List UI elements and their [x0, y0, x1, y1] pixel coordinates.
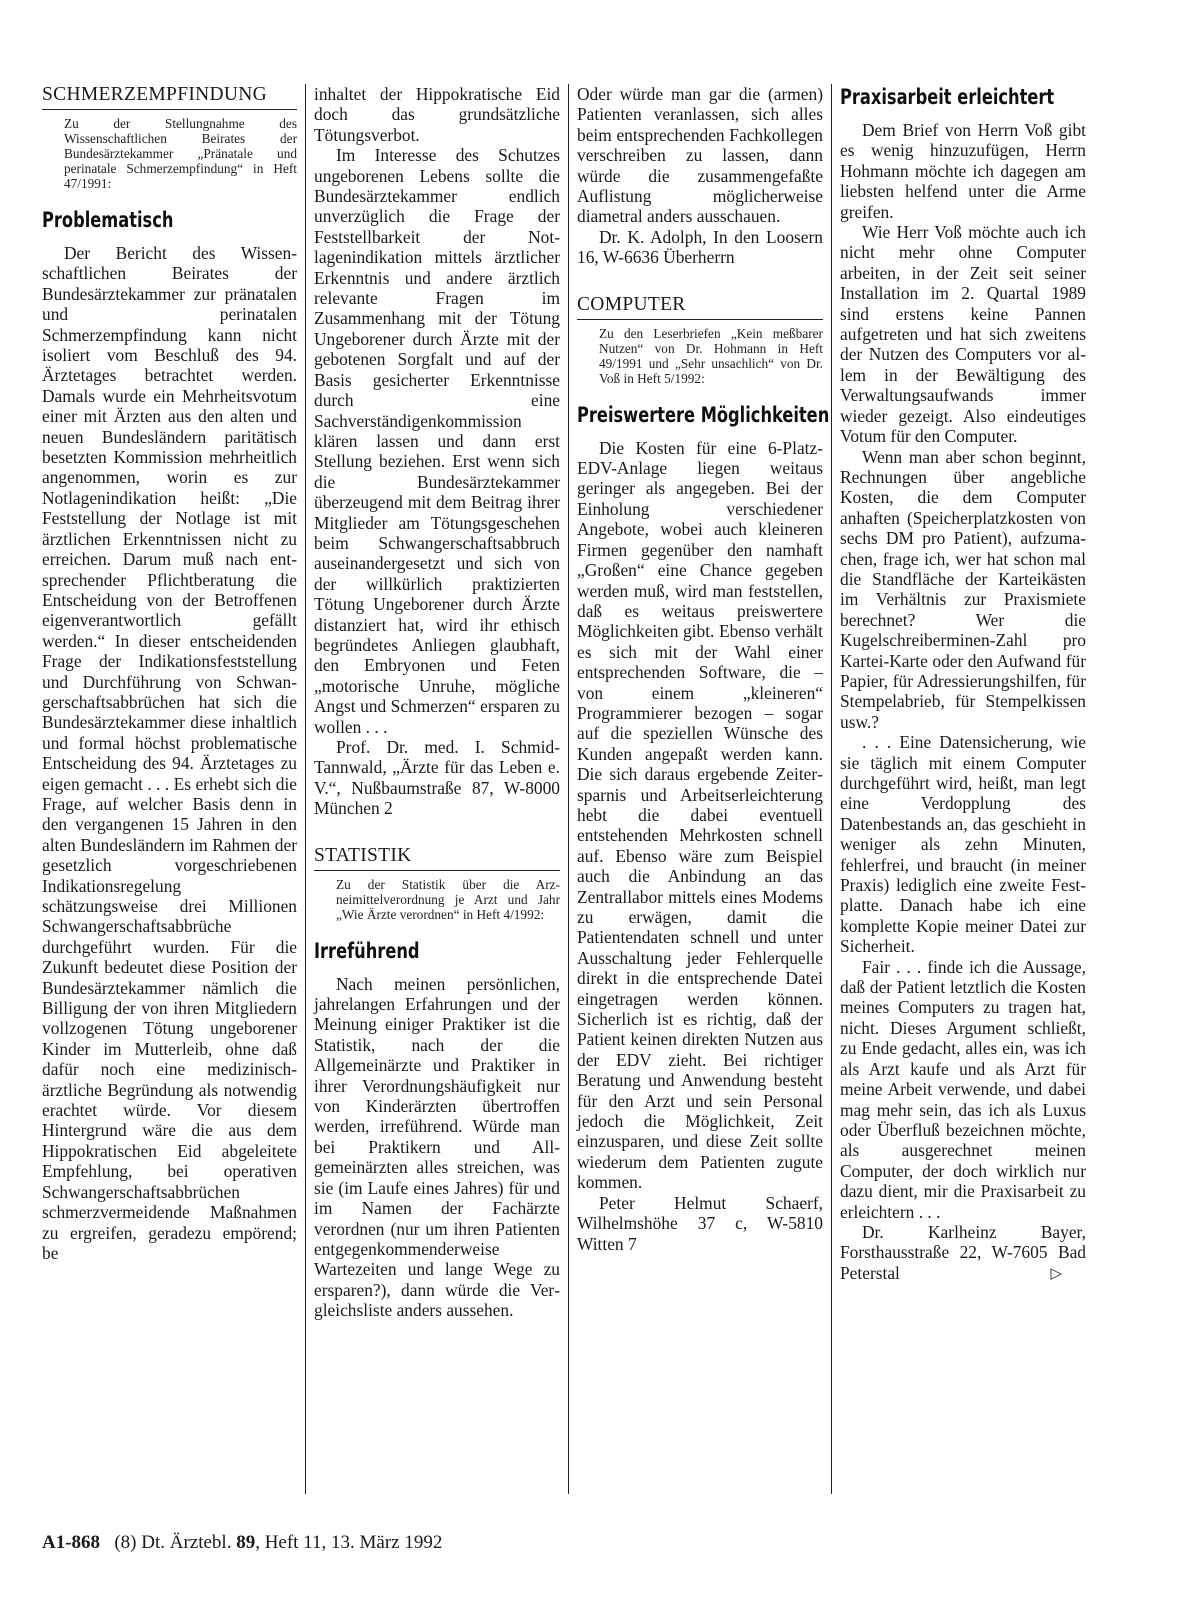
paragraph: Wenn man aber schon beginnt, Rechnungen über angebliche Kosten, die dem Computer anhaften (Speicherplatzkosten von sechs DM pro Patient), aufzumachen, frage ich, wer hat schon mal die Standfläche der Karteikästen im Verhältnis zur Praxismiete berechnet? Wer die Kugelschreiberminen-Zahl pro Kartei-Karte oder den Aufwand für Papier, für Adressierungshilfen, für Stempelabrieb, für Stempelkissen usw.?: [840, 446, 1086, 732]
letter-body: [577, 438, 823, 1254]
paragraph: . . . Eine Datensicherung, wie sie täglich mit einem Computer durchgeführt wird, heißt, man legt eine Verdopplung des Datenbestands an, das geschieht in weniger als zehn Minuten, fehlerfrei, und braucht (in meiner Praxis) lediglich eine zweite Festplatte. Danach habe ich eine komplette Kopie meiner Datei zur Sicherheit.: [840, 732, 1086, 957]
letter-signature: Peter Helmut Schaerf, Wilhelmshöhe 37 c, W-5810 Witten 7: [577, 1192, 823, 1254]
paragraph: Oder würde man gar die (armen) Patienten veranlassen, sich alles beim entsprechenden Fachkollegen verschreiben zu lassen, dann würde die zusammengefaßte Auflistung möglicherweise diametral anders ausschauen.: [577, 84, 823, 227]
letter-signature: [840, 1222, 1086, 1283]
letter-body: [314, 974, 560, 1321]
paragraph: Fair . . . finde ich die Aussage, daß der Patient letztlich die Kosten meines Computers zu tragen hat, nicht. Dieses Argument schließt, zu Ende gedacht, alles ein, was ich als Arzt kaufe und als Arzt für meine Arbeit verwende, und dabei mag mehr sein, das ich als Luxus oder Überfluß bezeichnen möchte, als ausgerechnet meinen Computer, der doch wirklich nur dazu dient, mir die Praxisarbeit zu erleichtern . . .: [840, 956, 1086, 1222]
paragraph: Im Interesse des Schutzes ungeborenen Lebens sollte die Bundesärztekammer endlich unverzüglich die Frage der Feststellbarkeit der Notlagenindikation mittels ärztlicher Erkenntnis und andere ärztlich relevante Fragen im Zusammenhang mit der Tötung Ungeborener durch Ärzte mit der gebotenen Sorgfalt und auf der Basis gesicherter Erkenntnisse durch eine Sachverständigenkommission klären lassen und dann erst Stellung beziehen. Erst wenn sich die Bundesärztekammer überzeugend mit dem Beitrag ihrer Mitglieder am Tötungsgeschehen beim Schwangerschaftsabbruch auseinandergesetzt und sich von der willkürlich praktizierten Tötung Ungeborener durch Ärzte distanziert hat, wird ihr ethisch begründetes Anliegen glaubhaft, den Embryonen und Feten „motorische Unruhe, mögliche Angst und Schmerzen“ ersparen zu wollen . . .: [314, 145, 560, 737]
intro-note: Zu der Statistik über die Arzneimittelverordnung je Arzt und Jahr „Wie Ärzte verordnen“ in Heft 4/1992:: [336, 876, 560, 922]
paragraph: Dem Brief von Herrn Voß gibt es wenig hinzuzufügen, Herrn Hohmann möchte ich dagegen am liebsten helfend unter die Arme greifen.: [840, 120, 1086, 222]
letter-body: [42, 243, 297, 1263]
volume-number: 89: [236, 1532, 256, 1553]
rubric-schmerzempfindung: SCHMERZEMPFINDUNG: [42, 84, 297, 110]
intro-note: Zu der Stellungnahme des Wissenschaftlichen Beirates der Bundesärztekammer „Pränatale und perinatale Schmerzempfindung“ in Heft 47/1991:: [64, 116, 297, 191]
page-number: A1-868: [42, 1532, 101, 1553]
article-columns: [42, 84, 1142, 1494]
paragraph: Nach meinen persönlichen, jahrelangen Erfahrungen und der Meinung einiger Praktiker ist die Statistik, nach der die Allgemeinärzte und Praktiker in ihrer Verordnungshäufigkeit nur von Kinderärzten übertroffen werden, irreführend. Würde man bei Praktikern und Allgemeinärzten alles streichen, was sie (im Laufe eines Jahres) für und im Namen der Fachärzte verordnen (nur um ihren Patienten entgegenkommenderweise Wartezeiten und lange Wege zu ersparen?), dann würde die Vergleichsliste anders aussehen.: [314, 973, 560, 1321]
headline-irrefuehrend: Irreführend: [314, 938, 420, 963]
letter-signature: Dr. K. Adolph, In den Loosern 16, W-6636 Überherrn: [577, 226, 823, 268]
letter-body: [840, 120, 1086, 1283]
headline-praxisarbeit-erleichtert: Praxisarbeit erleichtert: [840, 85, 1055, 109]
paragraph: Die Kosten für eine 6-Platz-EDV-Anlage liegen weitaus geringer als angegeben. Bei der Einholung verschiedener Angebote, wobei auch kleineren Firmen gegenüber den namhaft „Großen“ eine Chance gegeben werden muß, wird man feststellen, daß es weitaus preiswertere Möglichkeiten gibt. Ebenso verhält es sich mit der Wahl einer entsprechenden Software, die – von einem „kleineren“ Programmierer bezogen – sogar auf die speziellen Wünsche des Kunden angepaßt werden kann. Die sich daraus ergebende Zeitersparnis und Arbeitserleichterung hebt die dabei eventuell entstehenden Mehrkosten schnell auf. Ebenso wäre zum Beispiel auch die Anbindung an das Zentrallabor mittels eines Modems zu erwägen, damit die Patientendaten schnell und unter Ausschaltung jeder Fehlerquelle direkt in die entsprechende Datei eingetragen werden können. Sicherlich ist es richtig, daß der Patient keinen direkten Nutzen aus der EDV zieht. Bei richtiger Beratung und Anwendung besteht für den Arzt und sein Personal jedoch die Möglichkeit, Zeit einzusparen, und diese Zeit sollte wiederum dem Patienten zugute kommen.: [577, 437, 823, 1193]
letter-body: [314, 84, 560, 819]
headline-problematisch: Problematisch: [42, 208, 174, 232]
paragraph: Der Bericht des Wissenschaftlichen Beirates der Bundesärztekammer zur pränatalen und perinatalen Schmerzempfindung kann nicht isoliert vom Beschluß des 94. Ärztetages betrachtet werden. Damals wurde ein Mehrheitsvotum einer mit Ärzten aus den alten und neuen Bundesländern paritätisch besetzten Kommission mehrheitlich angenommen, worin es zur Notlagenindikation heißt: „Die Feststellung der Notlage ist mit ärztlichen Erkenntnissen nicht zu erreichen. Darum muß nach entsprechender Pflichtberatung die Entscheidung von der Betroffenen eigenverantwortlich gefällt werden.“ In dieser entscheidenden Frage der Indikationsfeststellung und Durchführung von Schwangerschaftsabbrüchen hat sich die Bundesärztekammer diese inhaltlich und formal höchst problematische Entscheidung des 94. Ärztetages zu eigen gemacht . . . Es erhebt sich die Frage, auf welcher Basis denn in den vergangenen 15 Jahren in den alten Bundesländern im Rahmen der gesetzlich vorgeschriebenen Indikationsregelung schätzungsweise drei Millionen Schwangerschaftsabbrüche durchgeführt wurden. Für die Zukunft bedeutet diese Position der Bundesärztekammer nämlich die Billigung der von ihren Mitgliedern vollzogenen Tötung ungeborener Kinder im Mutterleib, ohne daß dafür noch eine medizinisch-ärztliche Begründung als notwendig erachtet würde. Vor diesem Hintergrund wäre die aus dem Hippokratischen Eid abgeleitete Empfehlung, bei operativen Schwangerschaftsabbrüchen schmerzvermeidende Maßnahmen zu ergreifen, geradezu empörend; be: [42, 243, 297, 1263]
issue-date: , Heft 11, 13. März 1992: [255, 1532, 443, 1553]
page-footer: [42, 1532, 442, 1554]
headline-preiswertere-moeglichkeiten: Preiswertere Möglichkeiten: [577, 402, 830, 427]
rubric-computer: COMPUTER: [577, 294, 823, 320]
journal-name: (8) Dt. Ärztebl.: [114, 1532, 232, 1553]
letter-body: [577, 84, 823, 268]
intro-note: Zu den Leserbriefen „Kein meßbarer Nutzen“ von Dr. Hohmann in Heft 49/1991 und „Sehr unsachlich“ von Dr. Voß in Heft 5/1992:: [599, 325, 823, 386]
column-4: [831, 84, 1094, 1494]
rubric-statistik: STATISTIK: [314, 845, 560, 871]
column-3: [568, 84, 831, 1494]
paragraph: Wie Herr Voß möchte auch ich nicht mehr ohne Computer arbeiten, in der Zeit seit seiner Installation im 2. Quartal 1989 sind erstens keine Pannen aufgetreten und hat sich zweitens der Nutzen des Computers vor allem in der Bewältigung des Verwaltungsaufwands immer wieder gezeigt. Also eindeutiges Votum für den Computer.: [840, 222, 1086, 447]
column-1: [42, 84, 305, 1494]
paragraph: inhaltet der Hippokratische Eid doch das grundsätzliche Tötungsverbot.: [314, 84, 560, 145]
column-2: [305, 84, 568, 1494]
signature-text: Dr. Karlheinz Bayer, Forsthausstraße 22, W-7605 Bad Peterstal: [840, 1221, 1086, 1283]
letter-signature: Prof. Dr. med. I. Schmid-Tannwald, „Ärzte für das Leben e. V.“, Nußbaumstraße 87, W-8000 München 2: [314, 737, 560, 819]
continue-arrow-icon: ▷: [1050, 1263, 1062, 1282]
